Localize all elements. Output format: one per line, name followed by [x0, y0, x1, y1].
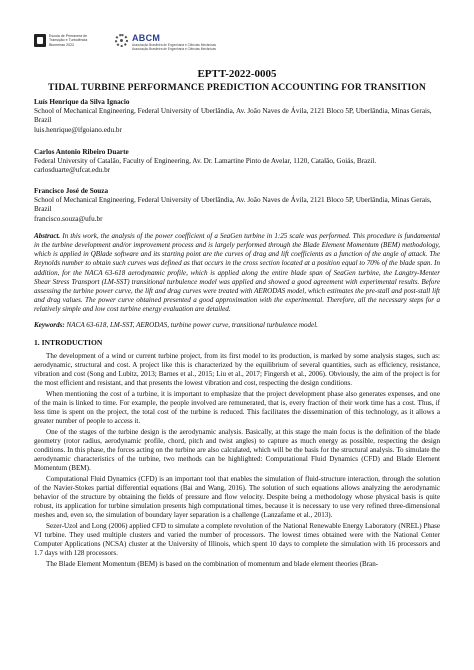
conference-logo	[34, 34, 87, 47]
abstract-text: In this work, the analysis of the power coefficient of a SeaGen turbine in 1:25 scale was performed. This procedure is fundamental in the turbine development and/or improvement process and is largely performed through the Blade Element Momentum (BEM) methodology, which is applied in QBlade software and its starting point are the curves of drag and lift coefficients as a function of the angle of attack. The Reynolds number to obtain such curves was defined as that occurs in the cross section located at a position equal to 70% of the blade span. In addition, for the NACA 63-618 aerodynamic profile, which is applied along the entire blade span of SeaGen turbine, the Langtry-Menter Shear Stress Transport (LM-SST) transitional turbulence model was applied and showed a good agreement with experimental results. Before assessing the turbine power curve, the lift and drag curves were treated with AERODAS model, which estimates the pre-stall and post-stall lift and drag values. The power curve obtained presented a good approximation with the experimental. Therefore, all the necessary steps for a relatively simple and low cost turbine energy evaluation are detailed.	[34, 232, 440, 314]
paper-id: EPTT-2022-0005	[197, 68, 277, 80]
keywords	[34, 321, 440, 329]
author-affiliation: Federal University of Catalão, Faculty of Engineering, Av. Dr. Lamartine Pinto de Avelar, 1120, Catalão, Goiás, Brazil.	[34, 157, 377, 166]
author-block	[34, 98, 442, 135]
author-name: Luís Henrique da Silva Ignacio	[34, 98, 130, 106]
paragraph: The development of a wind or current turbine project, from its first model to its production, is marked by some analysis stages, such as: aerodynamic, structural and cost. A project like this is characterized by the equilibrium of several quantities, such as efficiency, resistance, vibration and cost (Song and Lubitz, 2013; Barnes et al., 2015; Liu et al., 2017; Fingersh et al., 2006). Obviously, the aim of the project is for the most efficient and resistant, and that presents the lowest vibration and cost, respecting the design conditions.	[34, 352, 440, 388]
abcm-logo	[115, 34, 216, 51]
abstract-label: Abstract.	[34, 232, 61, 240]
author-name: Carlos Antonio Ribeiro Duarte	[34, 148, 129, 156]
author-block	[34, 148, 442, 176]
eptt-logo-icon	[34, 34, 46, 47]
paragraph: Sezer-Uzol and Long (2006) applied CFD to simulate a complete revolution of the National Renewable Energy Laboratory (NREL) Phase VI turbine. They used multiple clusters and varied the number of processors. The lowest times obtained were with the National Center Computer Applications (NCSA) cluster at the University of Illinois, which spent 10 days to complete the simulation with 16 processors and 1.7 days with 128 processors.	[34, 522, 440, 558]
keywords-text: NACA 63-618, LM-SST, AERODAS, turbine power curve, transitional turbulence model.	[66, 321, 318, 329]
gear-icon	[115, 34, 128, 47]
author-email[interactable]: carlosduarte@ufcat.edu.br	[34, 166, 111, 175]
author-email[interactable]: luis.henrique@ifgoiano.edu.br	[34, 125, 122, 134]
section-heading: 1. INTRODUCTION	[34, 338, 103, 347]
author-email[interactable]: francisco.souza@ufu.br	[34, 214, 103, 223]
author-block	[34, 187, 442, 224]
paper-title: TIDAL TURBINE PERFORMANCE PREDICTION ACCOUNTING FOR TRANSITION	[48, 82, 426, 93]
conference-logo-line: Transição e Turbulência	[49, 38, 88, 43]
paragraph: The Blade Element Momentum (BEM) is based on the combination of momentum and blade element theories (Bran-	[46, 560, 379, 569]
author-affiliation: School of Mechanical Engineering, Federal University of Uberlândia, Av. João Naves de Ávila, 2121 Bloco 5P, Uberlândia, Minas Gerais, Brazil	[34, 196, 432, 214]
section-body	[34, 352, 440, 571]
abcm-logo-subtitle: Associação Brasileira de Engenharia e Ciências Mecânicas	[132, 47, 216, 51]
abcm-logo-subtitle: Associação Brasileira de Engenharia e Ciências Mecânicas	[132, 43, 216, 47]
paragraph: One of the stages of the turbine design is the aerodynamic analysis. Basically, at this stage the main focus is the definition of the blade geometry (rotor radius, aerodynamic profile, chord, pitch and twist angles) to capture as much energy as possible, respecting the design conditions. In this phase, the forces acting on the turbine are also calculated, which will be the basis for the structural analysis. To simulate the aerodynamic characteristics of the turbine, two methods can be highlighted: Computational Fluid Dynamics (CFD) and Blade Element Momentum (BEM).	[34, 427, 440, 473]
abstract	[34, 232, 440, 314]
keywords-label: Keywords:	[34, 321, 65, 329]
paragraph: Computational Fluid Dynamics (CFD) is an important tool that enables the simulation of fluid-structure interaction, through the solution of the Navier-Stokes partial differential equations (Bai and Wang, 2016). The solution of such equations allows analyzing the aerodynamic behavior of the structure by obtaining the fields of pressure and flow velocity. Despite being a methodology whose physical basis is quite robust, its application for turbine simulation presents high computational times, because it is necessary to use very refined three-dimensional meshes and, even so, the simulation of boundary layer separation is a challenge (Lanzafame et al., 2013).	[34, 475, 440, 520]
conference-logo-line: Blumenau 2022	[49, 42, 75, 47]
abcm-logo-name: ABCM	[132, 33, 161, 43]
author-name: Francisco José de Souza	[34, 187, 109, 195]
conference-logo-text	[49, 34, 87, 47]
paragraph: When mentioning the cost of a turbine, it is important to emphasize that the project development phase also generates expenses, and one of the main is linked to time. For example, the people involved are remunerated, that is, every fraction of their work time has a cost. Thus, if less time is spent on the project, the total cost of the turbine is reduced. This facilitates the dissemination of this technology, as it allows a greater number of people to access it.	[34, 389, 440, 426]
conference-logo-line: Escola de Primavera de	[49, 34, 88, 38]
author-affiliation: School of Mechanical Engineering, Federal University of Uberlândia, Av. João Naves de Ávila, 2121 Bloco 5P, Uberlândia, Minas Gerais, Brazil	[34, 107, 432, 125]
